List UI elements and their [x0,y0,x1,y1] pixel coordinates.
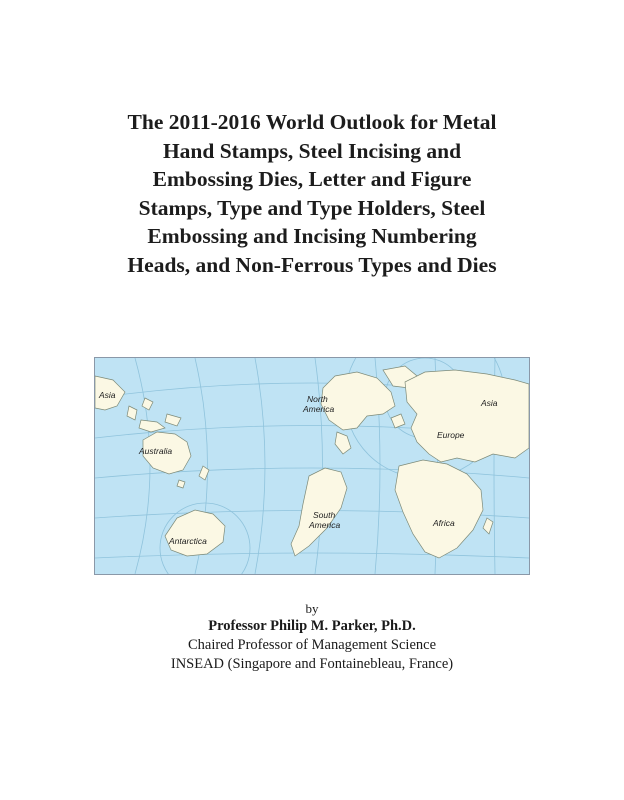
map-label-australia: Australia [139,446,173,456]
book-title [40,108,584,279]
map-label-antarctica: Antarctica [169,536,207,546]
title-line: Heads, and Non-Ferrous Types and Dies [127,252,497,277]
world-map [94,357,530,575]
map-label-north-america-line2: America [303,404,335,414]
map-label-south-america-line2: America [309,520,341,530]
author-name: Professor Philip M. Parker, Ph.D. [208,618,416,634]
map-label-north-america-line1: North [307,394,328,404]
byline-by: by [305,601,319,616]
antarctica-landmass [165,510,225,556]
eurasia-landmass [405,370,529,462]
map-label-south-america-line1: South [313,510,336,520]
title-line: Embossing and Incising Numbering [147,224,477,248]
map-label-europe: Europe [437,430,465,440]
map-label-africa: Africa [433,518,455,528]
author-position: Chaired Professor of Management Science [187,637,437,653]
title-line: The 2011-2016 World Outlook for Metal [127,110,497,134]
world-map-graphic [95,358,529,574]
map-label-asia-right: Asia [481,398,498,408]
title-line: Stamps, Type and Type Holders, Steel [138,195,486,220]
africa-landmass [395,460,483,558]
title-line: Embossing Dies, Letter and Figure [152,167,472,191]
map-label-asia-left: Asia [99,390,116,400]
north-america-landmass [321,372,395,430]
title-line: Hand Stamps, Steel Incising and [162,138,462,163]
author-institution: INSEAD (Singapore and Fontainebleau, France) [170,656,454,672]
author-byline [0,601,624,674]
